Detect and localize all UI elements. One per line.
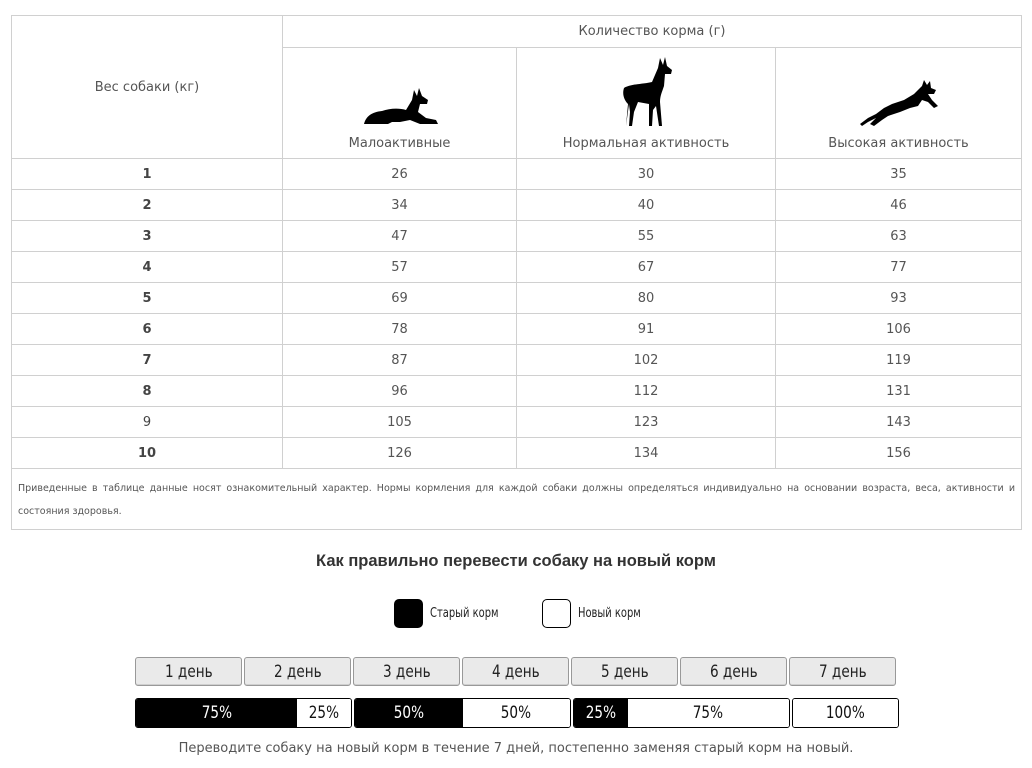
old-food-segment	[136, 699, 297, 727]
legend	[394, 599, 682, 628]
ratio-bars	[135, 698, 901, 728]
weight-cell: 5	[12, 283, 283, 314]
day-button-5[interactable]	[571, 657, 678, 686]
new-food-percent: 50%	[501, 703, 532, 723]
jumping-dog-icon	[858, 78, 940, 128]
column-high-activity	[776, 48, 1022, 159]
table-row	[12, 376, 1022, 407]
high-activity-cell: 131	[776, 376, 1022, 407]
day-button-6[interactable]	[680, 657, 787, 686]
standing-dog-icon	[616, 56, 676, 128]
high-activity-cell: 77	[776, 252, 1022, 283]
normal-activity-cell: 102	[517, 345, 776, 376]
day-button-4[interactable]	[462, 657, 569, 686]
weight-cell: 10	[12, 438, 283, 469]
low-activity-cell: 34	[283, 190, 517, 221]
day-button-2[interactable]	[244, 657, 351, 686]
day-label: 4 день	[491, 661, 540, 682]
low-activity-cell: 87	[283, 345, 517, 376]
new-food-label: Новый корм	[577, 606, 641, 621]
day-label: 3 день	[382, 661, 431, 682]
weight-cell: 9	[12, 407, 283, 438]
weight-cell: 2	[12, 190, 283, 221]
day-label: 1 день	[164, 661, 213, 682]
new-food-segment	[628, 699, 789, 727]
old-food-percent: 50%	[393, 703, 424, 723]
normal-activity-cell: 40	[517, 190, 776, 221]
ratio-bar	[792, 698, 899, 728]
table-row	[12, 407, 1022, 438]
weight-cell: 7	[12, 345, 283, 376]
table-row	[12, 438, 1022, 469]
old-food-percent: 25%	[585, 703, 616, 723]
low-activity-cell: 57	[283, 252, 517, 283]
old-food-swatch	[394, 599, 423, 628]
high-activity-cell: 46	[776, 190, 1022, 221]
day-label: 5 день	[600, 661, 649, 682]
ratio-bar	[354, 698, 571, 728]
weight-cell: 6	[12, 314, 283, 345]
day-label: 7 день	[818, 661, 867, 682]
new-food-percent: 75%	[693, 703, 724, 723]
transition-title: Как правильно перевести собаку на новый корм	[316, 552, 716, 570]
high-activity-cell: 143	[776, 407, 1022, 438]
new-food-percent: 100%	[826, 703, 865, 723]
transition-footer: Переводите собаку на новый корм в течение 7 дней, постепенно заменяя старый корм на новый.	[178, 741, 854, 756]
table-row	[12, 221, 1022, 252]
lying-dog-icon	[360, 84, 440, 128]
column-low-activity	[283, 48, 517, 159]
day-label: 2 день	[273, 661, 322, 682]
low-activity-cell: 47	[283, 221, 517, 252]
weight-cell: 4	[12, 252, 283, 283]
high-activity-cell: 106	[776, 314, 1022, 345]
day-button-3[interactable]	[353, 657, 460, 686]
new-food-segment	[463, 699, 571, 727]
table-row	[12, 314, 1022, 345]
weight-header: Вес собаки (кг)	[12, 16, 283, 159]
weight-cell: 1	[12, 159, 283, 190]
column-label: Высокая активность	[828, 136, 969, 151]
table-row	[12, 283, 1022, 314]
normal-activity-cell: 123	[517, 407, 776, 438]
column-normal-activity	[517, 48, 776, 159]
column-label: Малоактивные	[348, 136, 451, 151]
old-food-segment	[574, 699, 628, 727]
column-label: Нормальная активность	[562, 136, 730, 151]
table-row	[12, 252, 1022, 283]
low-activity-cell: 105	[283, 407, 517, 438]
ratio-bar	[135, 698, 352, 728]
table-row	[12, 190, 1022, 221]
new-food-percent: 25%	[308, 703, 340, 723]
new-food-segment	[793, 699, 898, 727]
table-note: Приведенные в таблице данные носят ознакомительный характер. Нормы кормления для каждой собаки должны определяться индивидуально на основании возраста, веса, активности и состояния здоровья.	[12, 469, 1022, 530]
low-activity-cell: 26	[283, 159, 517, 190]
low-activity-cell: 69	[283, 283, 517, 314]
ratio-bar	[573, 698, 790, 728]
old-food-percent: 75%	[201, 703, 232, 723]
day-buttons	[135, 657, 898, 686]
amount-header: Количество корма (г)	[283, 16, 1022, 48]
low-activity-cell: 126	[283, 438, 517, 469]
high-activity-cell: 63	[776, 221, 1022, 252]
feeding-table	[11, 15, 1022, 530]
weight-cell: 3	[12, 221, 283, 252]
normal-activity-cell: 30	[517, 159, 776, 190]
low-activity-cell: 96	[283, 376, 517, 407]
low-activity-cell: 78	[283, 314, 517, 345]
high-activity-cell: 119	[776, 345, 1022, 376]
high-activity-cell: 93	[776, 283, 1022, 314]
normal-activity-cell: 134	[517, 438, 776, 469]
normal-activity-cell: 91	[517, 314, 776, 345]
normal-activity-cell: 112	[517, 376, 776, 407]
old-food-segment	[355, 699, 463, 727]
normal-activity-cell: 80	[517, 283, 776, 314]
table-row	[12, 345, 1022, 376]
day-button-1[interactable]	[135, 657, 242, 686]
day-label: 6 день	[709, 661, 758, 682]
normal-activity-cell: 55	[517, 221, 776, 252]
day-button-7[interactable]	[789, 657, 896, 686]
weight-cell: 8	[12, 376, 283, 407]
old-food-label: Старый корм	[430, 606, 499, 621]
new-food-segment	[297, 699, 351, 727]
high-activity-cell: 156	[776, 438, 1022, 469]
new-food-swatch	[542, 599, 571, 628]
table-row	[12, 159, 1022, 190]
high-activity-cell: 35	[776, 159, 1022, 190]
normal-activity-cell: 67	[517, 252, 776, 283]
